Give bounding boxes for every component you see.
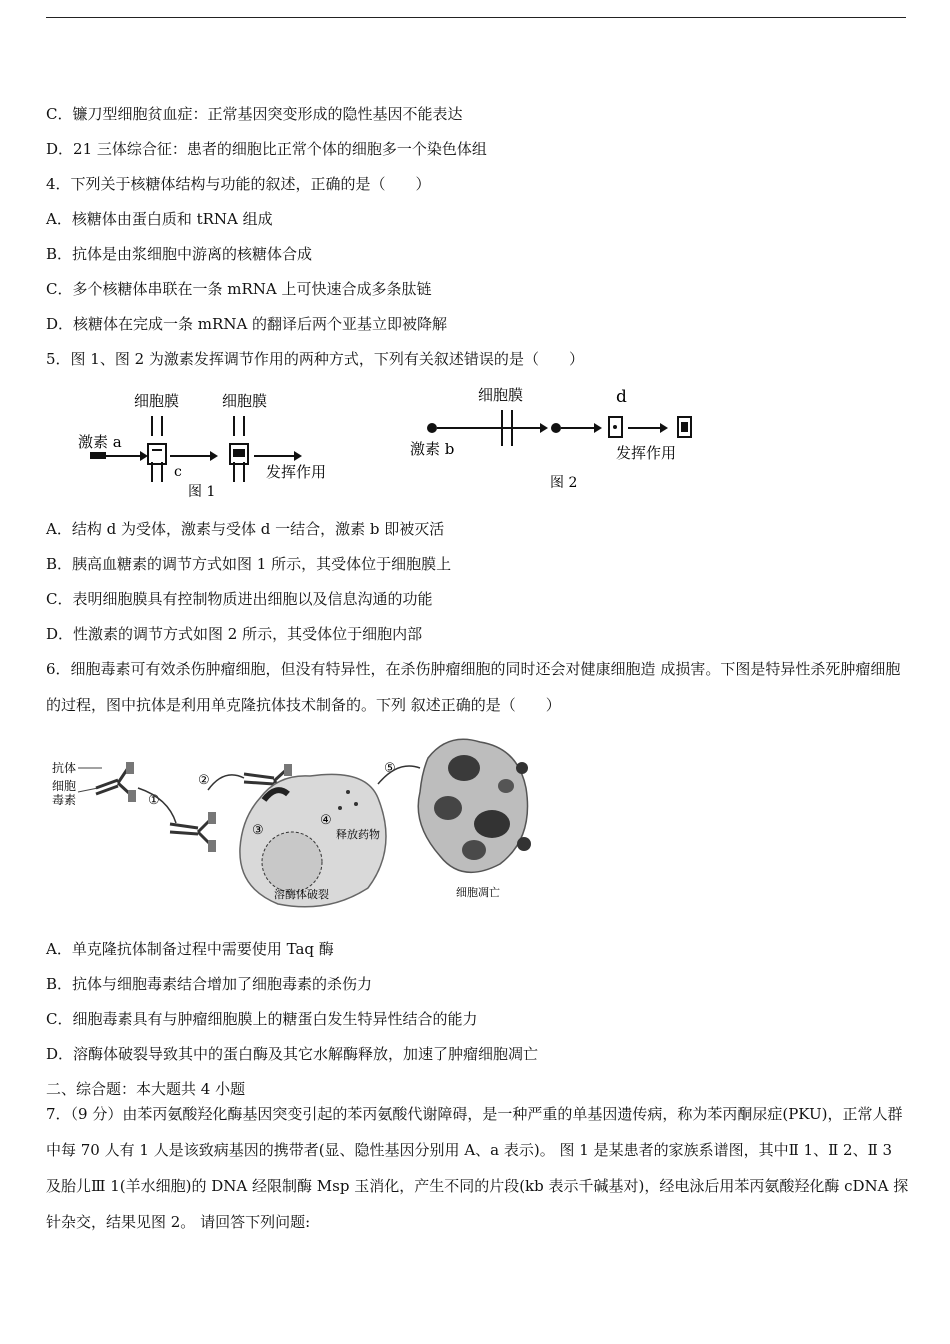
release-drug-label: 释放药物 [336, 828, 380, 841]
bound-complex [170, 812, 216, 852]
q3-option-d: D．21 三体综合征：患者的细胞比正常个体的细胞多一个染色体组 [46, 140, 487, 158]
q5-option-a: A．结构 d 为受体，激素与受体 d 一结合，激素 b 即被灭活 [46, 520, 445, 538]
receptor-active [230, 444, 248, 464]
step-1-label: ① [148, 793, 160, 808]
q6-option-a: A．单克隆抗体制备过程中需要使用 Taq 酶 [46, 940, 334, 958]
header-rule [46, 17, 906, 18]
receptor-c [148, 444, 166, 464]
fig2-effect-label: 发挥作用 [616, 444, 677, 462]
step-4-label: ④ [320, 813, 332, 828]
q3-option-c: C．镰刀型细胞贫血症：正常基因突变形成的隐性基因不能表达 [46, 105, 463, 123]
fig1-effect-label: 发挥作用 [266, 463, 327, 481]
toxin-label-1: 细胞 [52, 779, 77, 793]
q6-figure [48, 728, 548, 914]
hormone-b-label: 激素 b [410, 440, 455, 458]
receptor-d-bound [678, 417, 691, 437]
hormone-a-symbol [90, 452, 106, 459]
step-3-label: ③ [252, 823, 264, 838]
antibody-label: 抗体 [52, 761, 77, 775]
q6-option-b: B．抗体与细胞毒素结合增加了细胞毒素的杀伤力 [46, 975, 373, 993]
q4-option-b: B．抗体是由浆细胞中游离的核糖体合成 [46, 245, 313, 263]
fig1-membrane-label-2: 细胞膜 [222, 392, 268, 410]
q4-stem: 4．下列关于核糖体结构与功能的叙述，正确的是（ ） [46, 175, 431, 193]
arrow-icon [140, 451, 148, 461]
q4-option-c: C．多个核糖体串联在一条 mRNA 上可快速合成多条肽链 [46, 280, 432, 298]
step-5-label: ⑤ [384, 761, 396, 776]
q7-text: 7．（9 分）由苯丙氨酸羟化酶基因突变引起的苯丙氨酸代谢障碍，是一种严重的单基因遗传病，称为苯丙酮尿症(PKU)，正常人群中每 70 人有 1 人是该致病基因的携带者(显、隐性基因分别用 A、a 表示)。 图 1 是某患者的家族系谱图，其中Ⅱ 1、Ⅱ 2、Ⅱ 3 及胎儿Ⅲ 1(羊水细胞)的 DNA 经限制酶 Msp 玉消化，产生不同的片段(kb 表示千碱基对)，经电泳后用苯丙氨酸羟化酶 cDNA 探针杂交，结果见图 2。 请回答下列问题: [46, 1105, 909, 1231]
q4-option-a: A．核糖体由蛋白质和 tRNA 组成 [46, 210, 273, 228]
arrow-icon [210, 451, 218, 461]
q5-stem: 5．图 1、图 2 为激素发挥调节作用的两种方式，下列有关叙述错误的是（ ） [46, 350, 584, 368]
fig2-membrane-label: 细胞膜 [478, 386, 524, 404]
arrow-icon [540, 423, 548, 433]
q4-option-d: D．核糖体在完成一条 mRNA 的翻译后两个亚基立即被降解 [46, 315, 448, 333]
arrow-icon [660, 423, 668, 433]
label-d: d [616, 387, 627, 407]
lysosome-rupture-label: 溶酶体破裂 [274, 888, 329, 901]
arrow-icon [294, 451, 302, 461]
fig1-membrane-label-1: 细胞膜 [134, 392, 180, 410]
q5-option-d: D．性激素的调节方式如图 2 所示，其受体位于细胞内部 [46, 625, 423, 643]
arrow-icon [594, 423, 602, 433]
q6-option-d: D．溶酶体破裂导致其中的蛋白酶及其它水解酶释放，加速了肿瘤细胞凋亡 [46, 1045, 539, 1063]
q5-option-c: C．表明细胞膜具有控制物质进出细胞以及信息沟通的功能 [46, 590, 433, 608]
arrow-icon [208, 775, 244, 790]
label-c: c [174, 464, 182, 480]
toxin-label-2: 毒素 [52, 793, 77, 807]
section-2-heading: 二、综合题：本大题共 4 小题 [46, 1080, 246, 1098]
hormone-a-label: 激素 a [78, 433, 122, 451]
apoptotic-cell [418, 739, 531, 872]
q6-stem: 6．细胞毒素可有效杀伤肿瘤细胞，但没有特异性，在杀伤肿瘤细胞的同时还会对健康细胞造 成损害。下图是特异性杀死肿瘤细胞的过程，图中抗体是利用单克隆抗体技术制备的。下列 叙述正确的是（ ） [46, 660, 901, 714]
step-2-label: ② [198, 773, 210, 788]
fig2-caption: 图 2 [550, 475, 578, 491]
q6-option-c: C．细胞毒素具有与肿瘤细胞膜上的糖蛋白发生特异性结合的能力 [46, 1010, 478, 1028]
apoptosis-label: 细胞凋亡 [456, 886, 500, 899]
receptor-d [609, 417, 622, 437]
fig1-caption: 图 1 [188, 484, 216, 500]
q5-figure [70, 384, 710, 506]
hormone-b-inside [551, 423, 561, 433]
lysosome [262, 832, 322, 892]
hormone-b-symbol [427, 423, 437, 433]
q5-option-b: B．胰高血糖素的调节方式如图 1 所示，其受体位于细胞膜上 [46, 555, 452, 573]
